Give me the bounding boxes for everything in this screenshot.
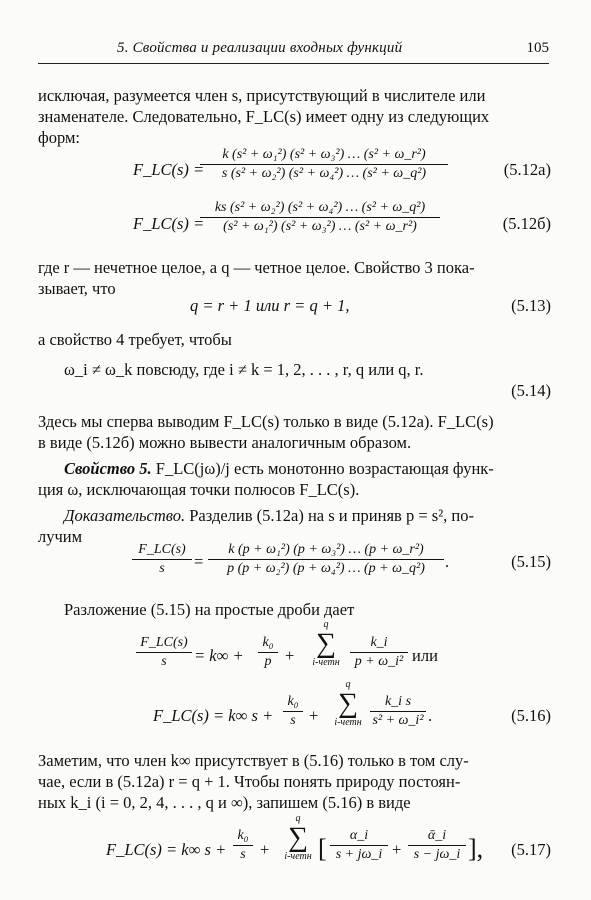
text-line: знаменателе. Следовательно, F_LC(s) имеет одну из следующих xyxy=(38,107,490,126)
equation-number: (5.15) xyxy=(511,552,551,571)
right-bracket: ], xyxy=(468,834,484,863)
equation-lhs: F_LC(s) = xyxy=(133,214,205,233)
equation-part: = k∞ + xyxy=(194,646,244,665)
text-line: лучим xyxy=(38,527,83,546)
denominator: s − jω_i xyxy=(413,847,461,862)
equation: ω_i ≠ ω_k повсюду, где i ≠ k = 1, 2, . . . , r, q или q, r. xyxy=(64,360,424,379)
sum-lower: i-четн xyxy=(334,717,362,728)
text-line: форм: xyxy=(38,128,80,147)
sigma-glyph: ∑ xyxy=(288,822,308,853)
sum-sign xyxy=(278,814,318,862)
text-line: в виде (5.12б) можно вывести аналогичным образом. xyxy=(38,433,412,452)
period: . xyxy=(445,552,450,571)
term-fraction xyxy=(370,694,426,729)
period: . xyxy=(428,706,433,725)
equation-lhs: F_LC(s) = k∞ s + xyxy=(153,706,274,725)
equals-sign: = xyxy=(194,552,204,571)
denominator: s² + ω_i² xyxy=(372,713,424,728)
property-label: Свойство 5. xyxy=(64,459,152,478)
text-line: зывает, что xyxy=(38,279,116,298)
denominator: s xyxy=(290,713,296,728)
sigma-glyph: ∑ xyxy=(338,688,358,719)
proof-line xyxy=(64,506,474,526)
sum-lower: i-четн xyxy=(312,657,340,668)
sum-lower: i-четн xyxy=(284,851,312,862)
equation-lhs: F_LC(s) = k∞ s + xyxy=(106,840,227,859)
text-line: чае, если в (5.12а) r = q + 1. Чтобы понять природу постоян- xyxy=(38,772,461,791)
equation-part: или xyxy=(412,646,438,665)
plus-sign: + xyxy=(260,840,270,859)
sum-upper: q xyxy=(295,813,301,824)
denominator: p xyxy=(264,654,272,669)
text-line: Здесь мы сперва выводим F_LC(s) только в виде (5.12а). F_LC(s) xyxy=(38,412,494,431)
term-fraction xyxy=(330,828,388,863)
equation-number: (5.16) xyxy=(511,706,551,725)
text-line: Заметим, что член k∞ присутствует в (5.16) только в том слу- xyxy=(38,751,469,770)
header-rule xyxy=(38,63,549,64)
text-line: ных k_i (i = 0, 2, 4, . . . , q и ∞), запишем (5.16) в виде xyxy=(38,793,411,812)
sigma-glyph: ∑ xyxy=(316,628,336,659)
denominator: (s² + ω₁²) (s² + ω₃²) … (s² + ω_r²) xyxy=(223,219,417,234)
denominator: s + jω_i xyxy=(335,847,383,862)
plus-sign: + xyxy=(392,840,402,859)
numerator: k_i xyxy=(370,635,388,650)
equation-lhs: F_LC(s) = xyxy=(133,160,205,179)
text-line: ция ω, исключающая точки полюсов F_LC(s). xyxy=(38,480,360,499)
numerator: ks (s² + ω₂²) (s² + ω₄²) … (s² + ω_q²) xyxy=(214,200,426,215)
numerator: k_i s xyxy=(384,694,412,709)
term-fraction xyxy=(408,828,466,863)
equation-lhs-fraction xyxy=(136,635,192,670)
numerator: k₀ xyxy=(287,694,299,709)
equation-fraction xyxy=(208,542,444,577)
sum-upper: q xyxy=(323,619,329,630)
plus-sign: + xyxy=(285,646,295,665)
equation-lhs-fraction xyxy=(132,542,192,577)
numerator: k (s² + ω₁²) (s² + ω₃²) … (s² + ω_r²) xyxy=(222,147,426,162)
denominator: s (s² + ω₂²) (s² + ω₄²) … (s² + ω_q²) xyxy=(221,166,427,181)
k0-fraction xyxy=(258,635,278,670)
denominator: s xyxy=(159,561,165,576)
denominator: p + ω_i² xyxy=(354,654,404,669)
numerator: k₀ xyxy=(262,635,274,650)
property-line xyxy=(64,459,494,479)
sum-sign xyxy=(306,620,346,668)
k0-fraction xyxy=(233,828,253,863)
denominator: p (p + ω₂²) (p + ω₄²) … (p + ω_q²) xyxy=(227,561,425,576)
text-line: где r — нечетное целое, а q — четное целое. Свойство 3 пока- xyxy=(38,258,475,277)
equation: q = r + 1 или r = q + 1, xyxy=(190,296,350,315)
denominator: s xyxy=(161,654,167,669)
numerator: k (p + ω₁²) (p + ω₃²) … (p + ω_r²) xyxy=(228,542,424,557)
k0-fraction xyxy=(283,694,303,729)
text-line: Разложение (5.15) на простые дроби дает xyxy=(64,600,355,619)
proof-text: Разделив (5.12а) на s и приняв p = s², по- xyxy=(189,506,474,525)
text-line: а свойство 4 требует, чтобы xyxy=(38,330,232,349)
proof-label: Доказательство. xyxy=(64,506,186,525)
term-fraction xyxy=(350,635,408,670)
sum-sign xyxy=(328,680,368,728)
equation-number: (5.13) xyxy=(511,296,551,315)
sum-upper: q xyxy=(345,679,351,690)
equation-number: (5.12а) xyxy=(503,160,551,179)
left-bracket: [ xyxy=(318,834,327,863)
numerator: F_LC(s) xyxy=(140,635,188,650)
equation-number: (5.12б) xyxy=(502,214,551,233)
plus-sign: + xyxy=(309,706,319,725)
numerator: F_LC(s) xyxy=(138,542,186,557)
numerator: k₀ xyxy=(237,828,249,843)
equation-fraction xyxy=(200,200,440,235)
numerator: ᾱ_i xyxy=(427,828,447,843)
equation-number: (5.17) xyxy=(511,840,551,859)
equation-number: (5.14) xyxy=(511,381,551,400)
numerator: α_i xyxy=(349,828,369,843)
running-title: 5. Свойства и реализации входных функций xyxy=(117,40,403,56)
page-number: 105 xyxy=(526,40,549,56)
text-line: исключая, разумеется член s, присутствующий в числителе или xyxy=(38,86,486,105)
denominator: s xyxy=(240,847,246,862)
property-text: F_LC(jω)/j есть монотонно возрастающая функ- xyxy=(155,459,494,478)
equation-fraction xyxy=(200,147,448,182)
